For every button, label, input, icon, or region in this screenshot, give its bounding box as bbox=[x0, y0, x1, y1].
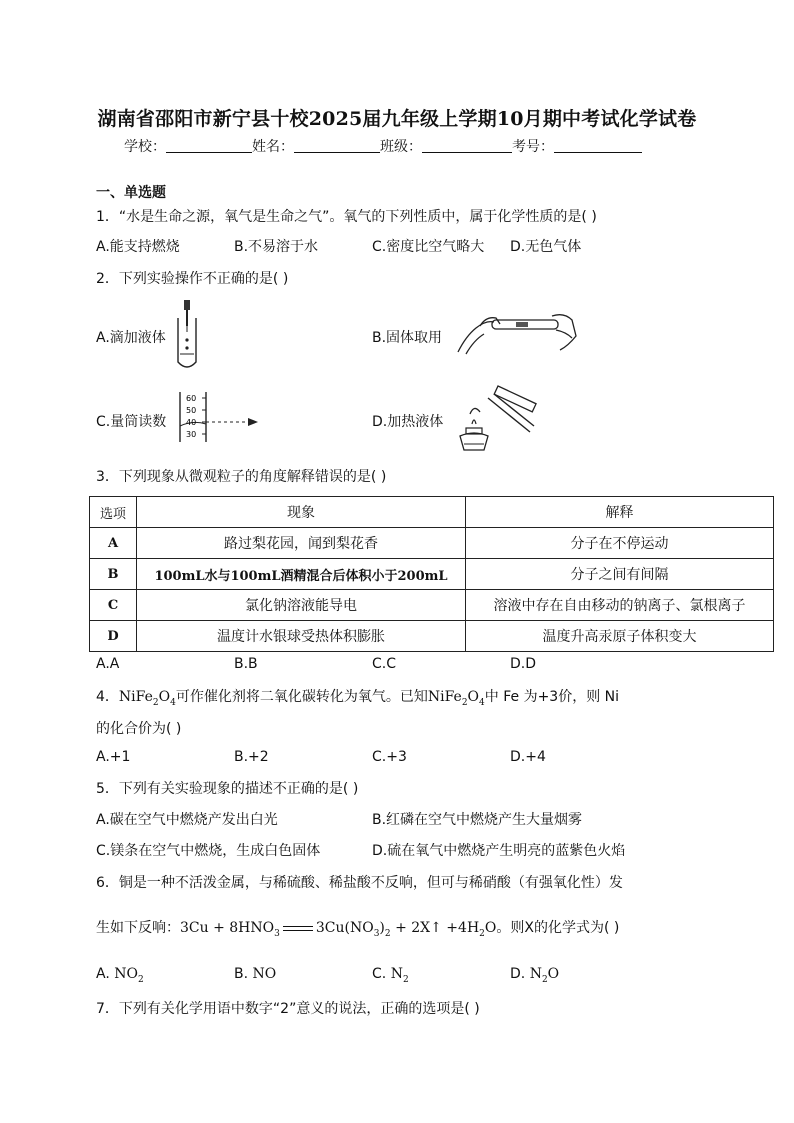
row-explanation: 温度升高汞原子体积变大 bbox=[466, 621, 774, 652]
table-row bbox=[90, 528, 774, 559]
question-7-stem: 7．下列有关化学用语中数字“2”意义的说法，正确的选项是( ) bbox=[96, 1001, 480, 1017]
table-row bbox=[90, 559, 774, 590]
solid-sampling-hands-illustration bbox=[456, 306, 580, 356]
class-label: 班级： bbox=[380, 139, 422, 155]
q2-option-a[interactable]: A.滴加液体 bbox=[96, 330, 166, 346]
row-code: B bbox=[90, 559, 137, 590]
header-explanation: 解释 bbox=[466, 497, 774, 528]
q2-option-c[interactable]: C.量筒读数 bbox=[96, 414, 167, 430]
header-option: 选项 bbox=[90, 497, 137, 528]
exam-number-label: 考号： bbox=[512, 139, 554, 155]
row-code: A bbox=[90, 528, 137, 559]
row-phenomenon: 100mL水与100mL酒精混合后体积小于200mL bbox=[137, 559, 466, 590]
student-info-line bbox=[124, 136, 642, 156]
row-code: D bbox=[90, 621, 137, 652]
q3-option-a[interactable]: A.A bbox=[96, 656, 120, 672]
row-code: C bbox=[90, 590, 137, 621]
row-explanation: 分子之间有间隔 bbox=[466, 559, 774, 590]
cylinder-tick-50: 50 bbox=[186, 406, 197, 415]
question-4-stem-line1: 4．$NiFe_2O_4$可作催化剂将二氧化碳转化为氧气。已知$NiFe_2O_4$中 Fe 为+3价，则 Ni bbox=[96, 689, 620, 708]
q2-option-d[interactable]: D.加热液体 bbox=[372, 414, 444, 430]
q3-option-c[interactable]: C.C bbox=[372, 656, 397, 672]
question-2-stem: 2．下列实验操作不正确的是( ) bbox=[96, 271, 289, 287]
q3-table bbox=[89, 496, 774, 652]
q4-option-b[interactable]: B.+2 bbox=[234, 749, 269, 765]
chemical-equation: $3Cu + 8HNO_3$ $3Cu(NO_3)_2$ + 2X↑ $+4H_2O$ bbox=[180, 920, 497, 939]
q4-option-c[interactable]: C.+3 bbox=[372, 749, 407, 765]
class-blank[interactable] bbox=[422, 136, 512, 153]
q4-option-d[interactable]: D.+4 bbox=[510, 749, 546, 765]
school-label: 学校： bbox=[124, 139, 166, 155]
question-3-stem: 3．下列现象从微观粒子的角度解释错误的是( ) bbox=[96, 469, 387, 485]
page-title: 湖南省邵阳市新宁县十校2025届九年级上学期10月期中考试化学试卷 bbox=[97, 108, 697, 130]
q3-option-d[interactable]: D.D bbox=[510, 656, 537, 672]
table-row bbox=[90, 590, 774, 621]
question-6-stem-line2: 生如下反响：$3Cu + 8HNO_3$ $3Cu(NO_3)_2$ + 2X↑ $+4H_2O$。则X的化学式为( ) bbox=[96, 920, 620, 939]
q1-option-a[interactable]: A.能支持燃烧 bbox=[96, 239, 180, 255]
q4-option-a[interactable]: A.+1 bbox=[96, 749, 131, 765]
q1-option-d[interactable]: D.无色气体 bbox=[510, 239, 582, 255]
question-4-stem-line2: 的化合价为( ) bbox=[96, 721, 182, 737]
table-header-row bbox=[90, 497, 774, 528]
table-row bbox=[90, 621, 774, 652]
q5-option-c[interactable]: C.镁条在空气中燃烧，生成白色固体 bbox=[96, 843, 321, 859]
q2-option-b[interactable]: B.固体取用 bbox=[372, 330, 443, 346]
name-label: 姓名： bbox=[252, 139, 294, 155]
header-phenomenon: 现象 bbox=[137, 497, 466, 528]
name-blank[interactable] bbox=[294, 136, 380, 153]
q3-option-b[interactable]: B.B bbox=[234, 656, 258, 672]
row-phenomenon: 路过梨花园，闻到梨花香 bbox=[137, 528, 466, 559]
q5-option-b[interactable]: B.红磷在空气中燃烧产生大量烟雾 bbox=[372, 812, 583, 828]
row-explanation: 分子在不停运动 bbox=[466, 528, 774, 559]
graduated-cylinder-reading-illustration bbox=[176, 390, 266, 444]
q6-option-a[interactable]: A. $NO_2$ bbox=[96, 966, 144, 985]
question-6-stem-line1: 6．铜是一种不活泼金属，与稀硫酸、稀盐酸不反响，但可与稀硝酸（有强氧化性）发 bbox=[96, 875, 623, 891]
cylinder-tick-40: 40 bbox=[186, 418, 197, 427]
school-blank[interactable] bbox=[166, 136, 252, 153]
exam-number-blank[interactable] bbox=[554, 136, 642, 153]
dropper-test-tube-illustration bbox=[172, 298, 202, 372]
section-heading: 一、单选题 bbox=[96, 185, 166, 201]
row-phenomenon: 氯化钠溶液能导电 bbox=[137, 590, 466, 621]
q6-option-d[interactable]: D. $N_2O$ bbox=[510, 966, 560, 985]
heating-liquid-test-tube-illustration bbox=[454, 384, 550, 454]
question-5-stem: 5．下列有关实验现象的描述不正确的是( ) bbox=[96, 781, 359, 797]
row-phenomenon: 温度计水银球受热体积膨胀 bbox=[137, 621, 466, 652]
q6-option-b[interactable]: B. NO bbox=[234, 966, 277, 982]
row-explanation: 溶液中存在自由移动的钠离子、氯根离子 bbox=[466, 590, 774, 621]
q5-option-a[interactable]: A.碳在空气中燃烧产发出白光 bbox=[96, 812, 278, 828]
q5-option-d[interactable]: D.硫在氧气中燃烧产生明亮的蓝紫色火焰 bbox=[372, 843, 626, 859]
cylinder-tick-60: 60 bbox=[186, 394, 197, 403]
q1-option-c[interactable]: C.密度比空气略大 bbox=[372, 239, 485, 255]
question-1-stem: 1．“水是生命之源，氧气是生命之气”。氧气的下列性质中，属于化学性质的是( ) bbox=[96, 209, 597, 225]
cylinder-tick-30: 30 bbox=[186, 430, 197, 439]
q1-option-b[interactable]: B.不易溶于水 bbox=[234, 239, 319, 255]
q6-option-c[interactable]: C. $N_2$ bbox=[372, 966, 409, 985]
